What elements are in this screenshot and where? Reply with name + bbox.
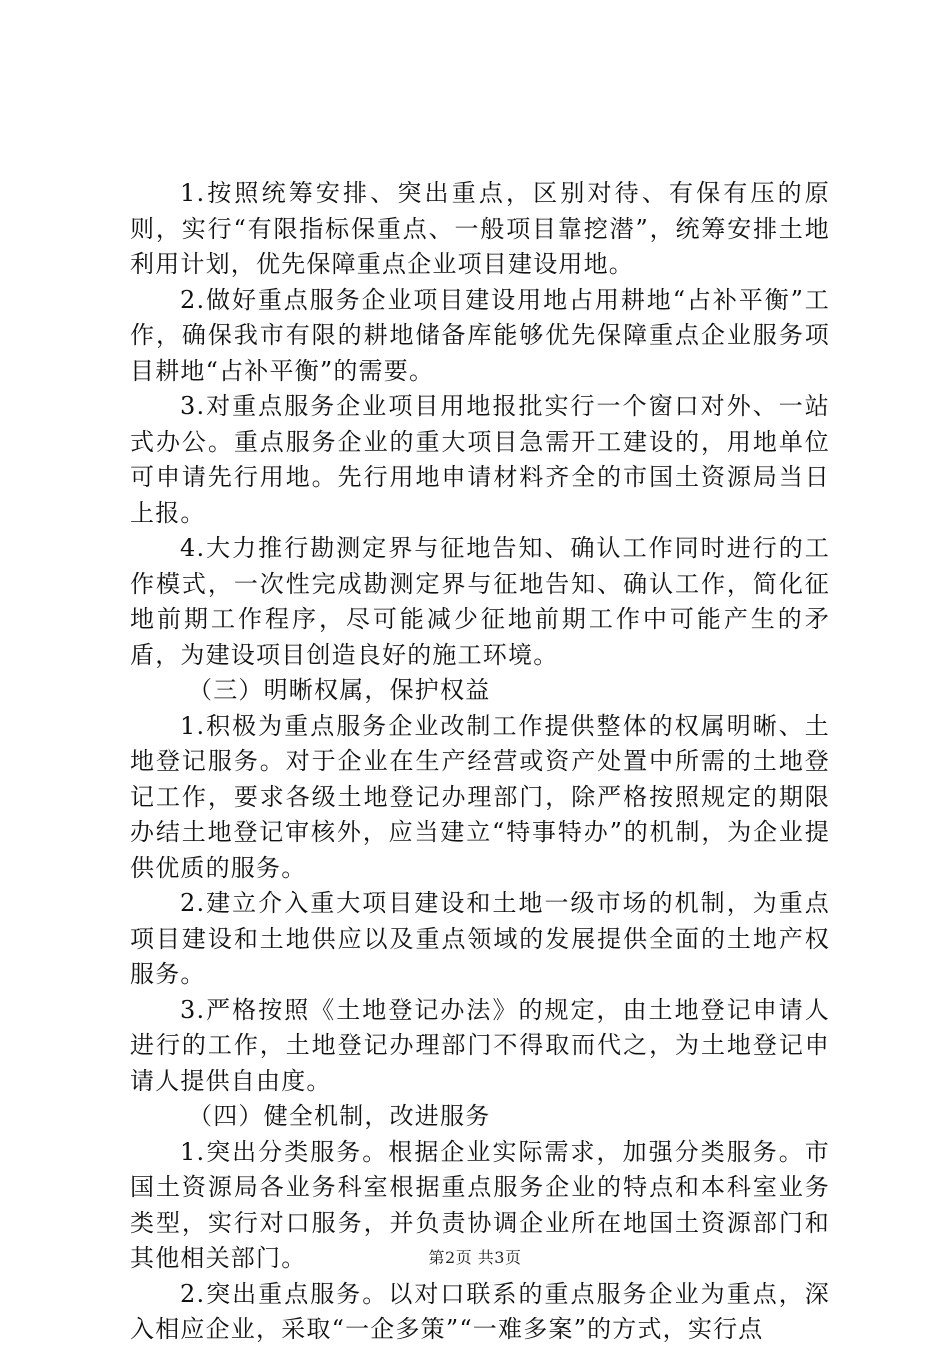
document-body <box>130 176 830 1348</box>
page-footer <box>0 1245 950 1268</box>
section-heading: （三）明晰权属，保护权益 <box>188 676 491 704</box>
paragraph-item: 3.严格按照《土地登记办法》的规定，由土地登记申请人进行的工作，土地登记办理部门不得取而代之，为土地登记申请人提供自由度。 <box>130 995 830 1095</box>
paragraph-item: 3.对重点服务企业项目用地报批实行一个窗口对外、一站式办公。重点服务企业的重大项目急需开工建设的，用地单位可申请先行用地。先行用地申请材料齐全的市国土资源局当日上报。 <box>130 392 830 527</box>
paragraph-item: 1.积极为重点服务企业改制工作提供整体的权属明晰、土地登记服务。对于企业在生产经营或资产处置中所需的土地登记工作，要求各级土地登记办理部门，除严格按照规定的期限办结土地登记审核外，应当建立“特事特办”的机制，为企业提供优质的服务。 <box>130 711 830 882</box>
paragraph-item: 4.大力推行勘测定界与征地告知、确认工作同时进行的工作模式，一次性完成勘测定界与征地告知、确认工作，简化征地前期工作程序，尽可能减少征地前期工作中可能产生的矛盾，为建设项目创造良好的施工环境。 <box>130 534 830 669</box>
section-heading: （四）健全机制，改进服务 <box>188 1102 491 1130</box>
paragraph-item: 2.做好重点服务企业项目建设用地占用耕地“占补平衡”工作，确保我市有限的耕地储备库能够优先保障重点企业服务项目耕地“占补平衡”的需要。 <box>130 285 830 385</box>
page-number-label: 第2页 共3页 <box>428 1248 522 1267</box>
paragraph-item: 1.突出分类服务。根据企业实际需求，加强分类服务。市国土资源局各业务科室根据重点服务企业的特点和本科室业务类型，实行对口服务，并负责协调企业所在地国土资源部门和其他相关部门。 <box>130 1137 830 1272</box>
paragraph-item: 2.建立介入重大项目建设和土地一级市场的机制，为重点项目建设和土地供应以及重点领域的发展提供全面的土地产权服务。 <box>130 889 830 988</box>
paragraph-item: 2.突出重点服务。以对口联系的重点服务企业为重点，深入相应企业，采取“一企多策”“一难多案”的方式，实行点 <box>130 1279 830 1343</box>
paragraph-item: 1.按照统筹安排、突出重点，区别对待、有保有压的原则，实行“有限指标保重点、一般项目靠挖潜”，统筹安排土地利用计划，优先保障重点企业项目建设用地。 <box>130 179 830 278</box>
